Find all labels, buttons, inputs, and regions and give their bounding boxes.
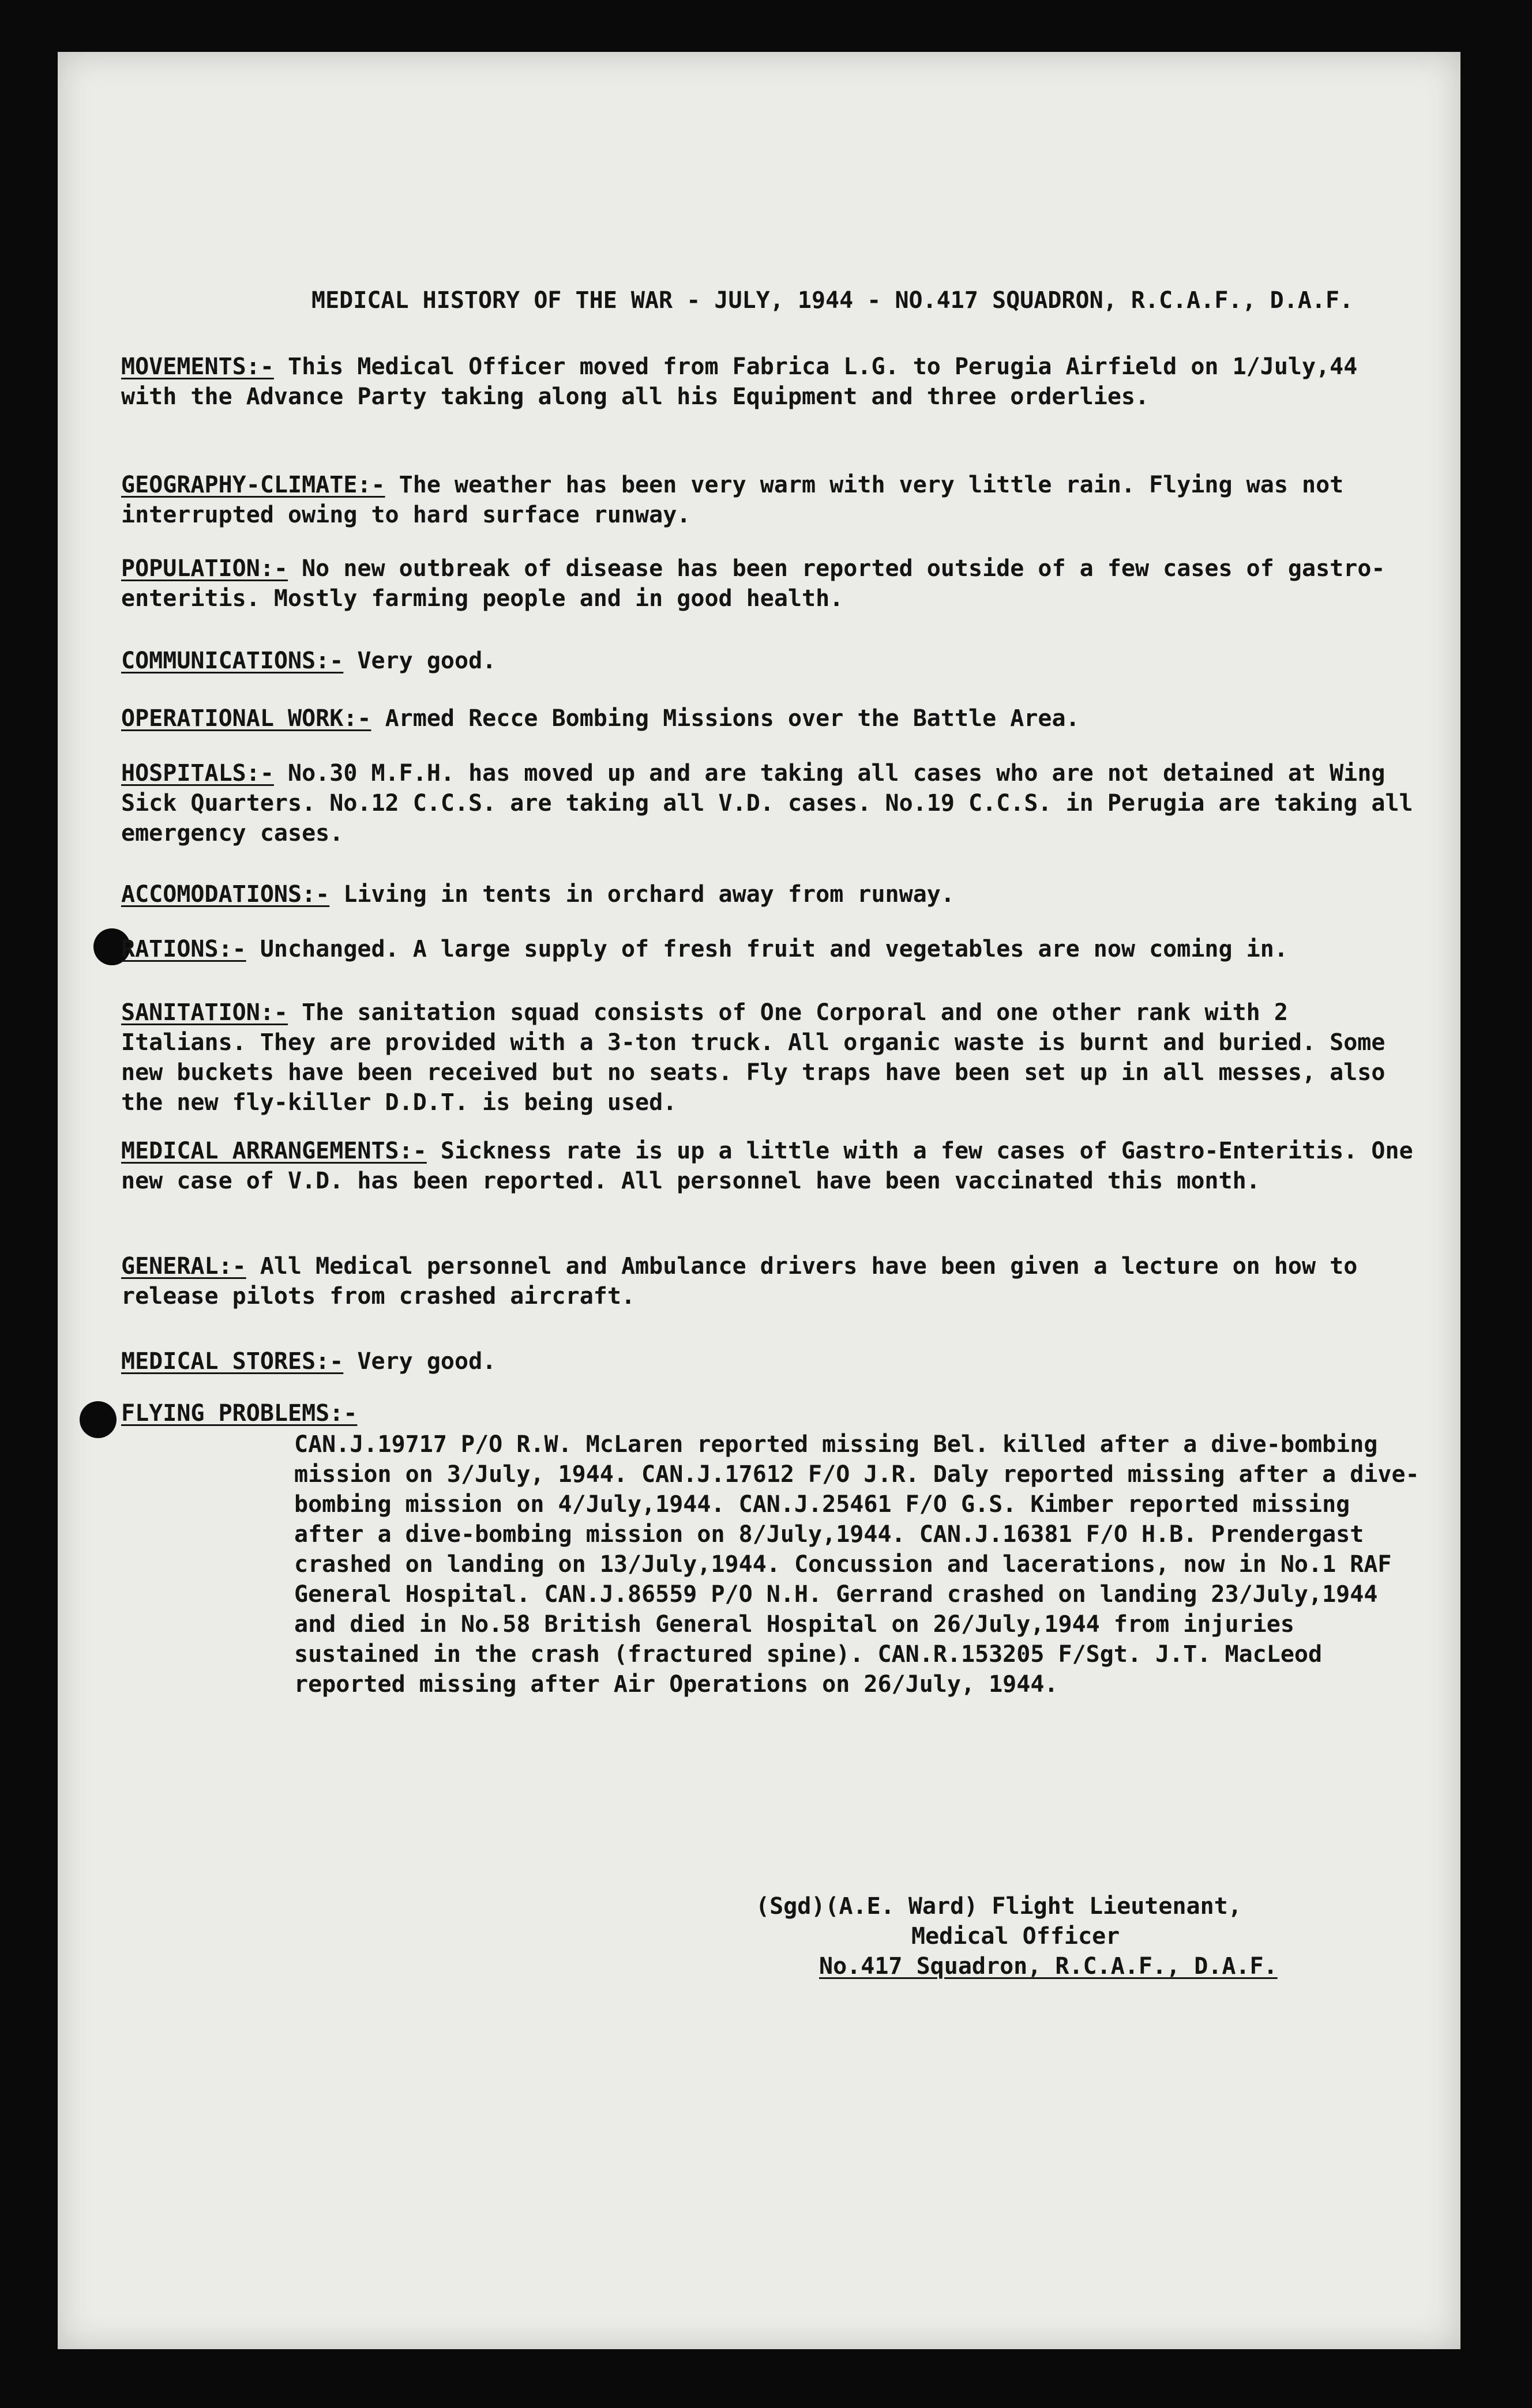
section-heading: MEDICAL ARRANGEMENTS:- (121, 1138, 427, 1164)
section-hospitals (121, 758, 1425, 848)
section-heading: HOSPITALS:- (121, 760, 274, 787)
section-text: Very good. (357, 648, 497, 674)
section-heading: OPERATIONAL WORK:- (121, 705, 371, 732)
punch-hole-lower (80, 1401, 117, 1438)
section-geography-climate (121, 470, 1425, 530)
document-title: MEDICAL HISTORY OF THE WAR - JULY, 1944 - NO.417 SQUADRON, R.C.A.F., D.A.F. (311, 287, 1354, 314)
section-general (121, 1251, 1425, 1311)
section-heading: SANITATION:- (121, 999, 288, 1026)
section-communications (121, 646, 1425, 676)
signature-role: Medical Officer (911, 1923, 1120, 1950)
signature-block (756, 1891, 1390, 1981)
section-text: Sickness rate is up a little with a few cases of Gastro-Enteritis. One new case of V.D. has been reported. All personnel have been vaccinated this month. (121, 1138, 1413, 1194)
section-text: No.30 M.F.H. has moved up and are taking all cases who are not detained at Wing Sick Quarters. No.12 C.C.S. are taking all V.D. cases. No.19 C.C.S. in Perugia are taking all emergency cases. (121, 760, 1413, 846)
signature-unit: No.417 Squadron, R.C.A.F., D.A.F. (819, 1953, 1278, 1980)
section-heading: ACCOMODATIONS:- (121, 881, 330, 908)
section-text: The weather has been very warm with very little rain. Flying was not interrupted owing to hard surface runway. (121, 472, 1344, 528)
section-population (121, 554, 1425, 614)
section-heading: MOVEMENTS:- (121, 353, 274, 380)
section-text: Armed Recce Bombing Missions over the Battle Area. (385, 705, 1080, 732)
section-sanitation (121, 998, 1425, 1118)
section-medical-stores (121, 1346, 1425, 1376)
section-movements (121, 352, 1425, 412)
section-text: Living in tents in orchard away from runway. (343, 881, 955, 908)
document-page (58, 52, 1460, 2349)
section-heading: RATIONS:- (121, 936, 246, 962)
section-operational-work (121, 703, 1425, 733)
section-heading: COMMUNICATIONS:- (121, 648, 344, 674)
signature-name: (Sgd)(A.E. Ward) Flight Lieutenant, (756, 1893, 1242, 1920)
section-rations (121, 934, 1425, 964)
section-heading: POPULATION:- (121, 555, 288, 582)
section-heading: FLYING PROBLEMS:- (121, 1400, 358, 1427)
section-text: No new outbreak of disease has been reported outside of a few cases of gastro-enteritis. Mostly farming people and in good health. (121, 555, 1385, 612)
section-heading: GEOGRAPHY-CLIMATE:- (121, 472, 385, 498)
section-text: The sanitation squad consists of One Corporal and one other rank with 2 Italians. They are provided with a 3-ton truck. All organic waste is burnt and buried. Some new buckets have been received but no seats. Fly traps have been set up in all messes, also the new fly-killer D.D.T. is being used. (121, 999, 1385, 1116)
section-medical-arrangements (121, 1136, 1425, 1196)
section-text: This Medical Officer moved from Fabrica L.G. to Perugia Airfield on 1/July,44 with the Advance Party taking along all his Equipment and three orderlies. (121, 353, 1358, 410)
section-text: All Medical personnel and Ambulance drivers have been given a lecture on how to release pilots from crashed aircraft. (121, 1253, 1358, 1310)
section-flying-problems (121, 1398, 1425, 1699)
section-text: Unchanged. A large supply of fresh fruit and vegetables are now coming in. (260, 936, 1288, 962)
section-text: Very good. (357, 1348, 497, 1375)
section-heading: GENERAL:- (121, 1253, 246, 1280)
section-heading: MEDICAL STORES:- (121, 1348, 344, 1375)
section-text: CAN.J.19717 P/O R.W. McLaren reported missing Bel. killed after a dive-bombing mission on 3/July, 1944. CAN.J.17612 F/O J.R. Daly reported missing after a dive-bombing mission on 4/July,1944. CAN.J.25461 F/O G.S. Kimber reported missing after a dive-bombing mission on 8/July,1944. CAN.J.16381 F/O H.B. Prendergast crashed on landing on 13/July,1944. Concussion and lacerations, now in No.1 RAF General Hospital. CAN.J.86559 P/O N.H. Gerrand crashed on landing 23/July,1944 and died in No.58 British General Hospital on 26/July,1944 from injuries sustained in the crash (fractured spine). CAN.R.153205 F/Sgt. J.T. MacLeod reported missing after Air Operations on 26/July, 1944. (294, 1431, 1420, 1698)
section-accomodations (121, 879, 1425, 909)
